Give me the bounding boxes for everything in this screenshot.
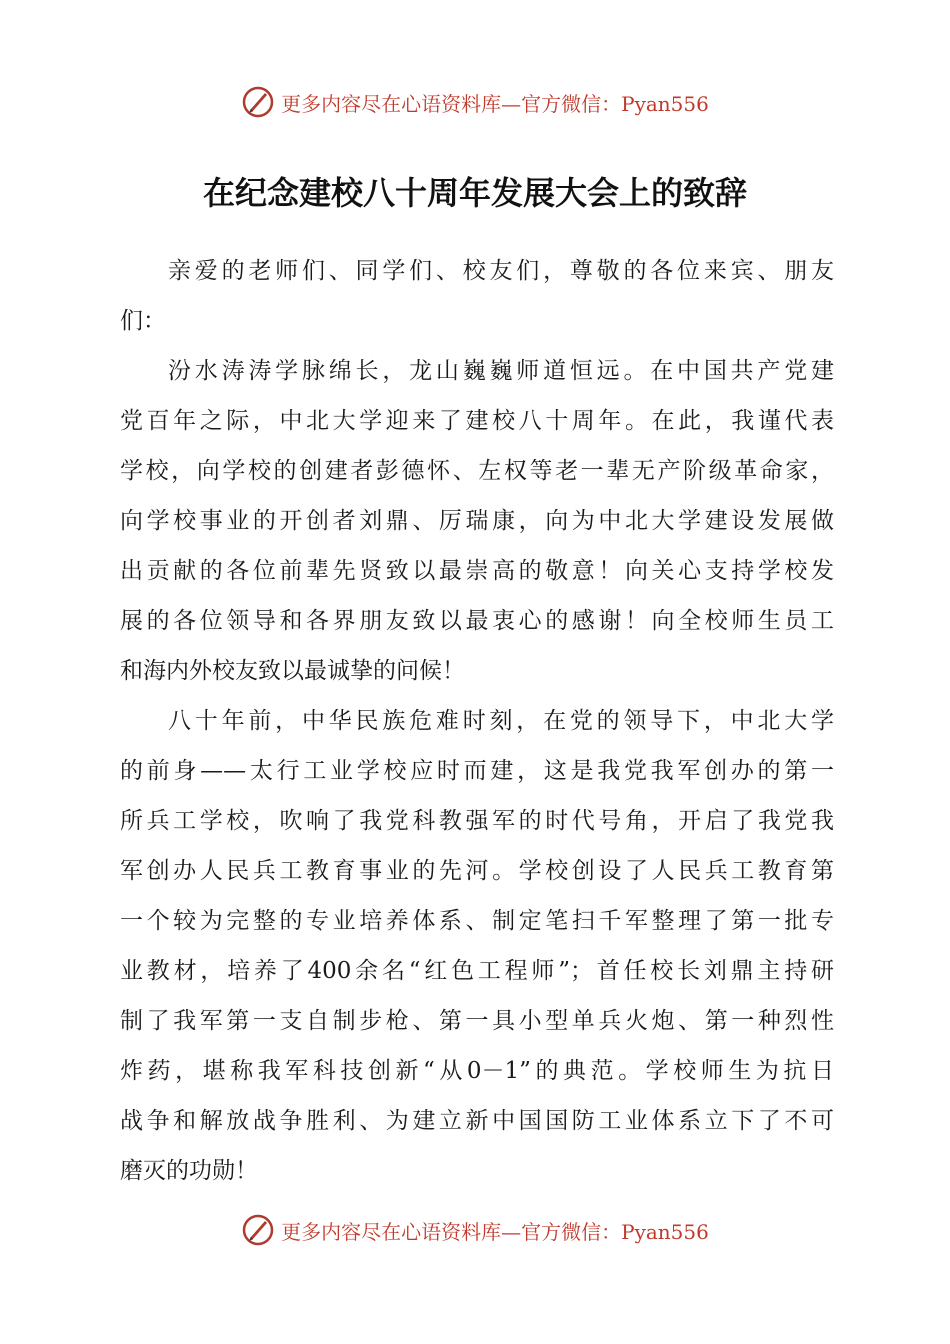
header-watermark-banner [0, 82, 950, 122]
document-title: 在纪念建校八十周年发展大会上的致辞 [202, 174, 747, 212]
watermark-text [281, 88, 709, 117]
paragraph-3-line: 制了我军第一支自制步枪、第一具小型单兵火炮、第一种烈性 [120, 1008, 834, 1034]
paragraph-2-line: 向学校事业的开创者刘鼎、厉瑞康，向为中北大学建设发展做 [120, 508, 834, 534]
paragraph-2-line: 和海内外校友致以最诚挚的问候！ [120, 658, 465, 684]
watermark-site-text: 更多内容尽在心语资料库 [281, 91, 502, 116]
document-body [120, 246, 834, 1196]
paragraph-2-line: 汾水涛涛学脉绵长，龙山巍巍师道恒远。在中国共产党建 [168, 358, 834, 384]
watermark-dash: — [501, 1219, 522, 1244]
paragraph-3-line: 的前身——太行工业学校应时而建，这是我党我军创办的第一 [120, 758, 834, 784]
paragraph-3-line: 一个较为完整的专业培养体系、制定笔扫千军整理了第一批专 [120, 908, 834, 934]
paragraph-3-line: 业教材，培养了400余名“红色工程师”；首任校长刘鼎主持研 [120, 958, 834, 984]
paragraph-3-line: 所兵工学校，吹响了我党科教强军的时代号角，开启了我党我 [120, 808, 834, 834]
watermark-site-text: 更多内容尽在心语资料库 [281, 1219, 502, 1244]
paragraph-3-line: 战争和解放战争胜利、为建立新中国国防工业体系立下了不可 [120, 1108, 834, 1134]
paragraph-3-line: 八十年前，中华民族危难时刻，在党的领导下，中北大学 [168, 708, 834, 734]
watermark-wechat-label: 官方微信： [521, 1219, 622, 1244]
quill-pen-logo-icon [241, 1213, 275, 1247]
watermark-wechat-label: 官方微信： [521, 91, 622, 116]
footer-watermark-banner [0, 1210, 950, 1250]
paragraph-2-line: 学校，向学校的创建者彭德怀、左权等老一辈无产阶级革命家， [120, 458, 834, 484]
paragraph-2-line: 党百年之际，中北大学迎来了建校八十周年。在此，我谨代表 [120, 408, 834, 434]
watermark-text [281, 1216, 709, 1245]
watermark-wechat-id: Pyan556 [621, 91, 709, 116]
paragraph-2-line: 展的各位领导和各界朋友致以最衷心的感谢！向全校师生员工 [120, 608, 834, 634]
paragraph-1-line: 亲爱的老师们、同学们、校友们，尊敬的各位来宾、朋友 [168, 258, 834, 284]
paragraph-3-line: 军创办人民兵工教育事业的先河。学校创设了人民兵工教育第 [120, 858, 834, 884]
paragraph-1-line: 们： [120, 308, 166, 334]
paragraph-2-line: 出贡献的各位前辈先贤致以最崇高的敬意！向关心支持学校发 [120, 558, 834, 584]
paragraph-3-line: 磨灭的功勋！ [120, 1158, 258, 1184]
quill-pen-logo-icon [241, 85, 275, 119]
watermark-dash: — [501, 91, 522, 116]
paragraph-3-line: 炸药，堪称我军科技创新“从0－1”的典范。学校师生为抗日 [120, 1058, 834, 1084]
watermark-wechat-id: Pyan556 [621, 1219, 709, 1244]
